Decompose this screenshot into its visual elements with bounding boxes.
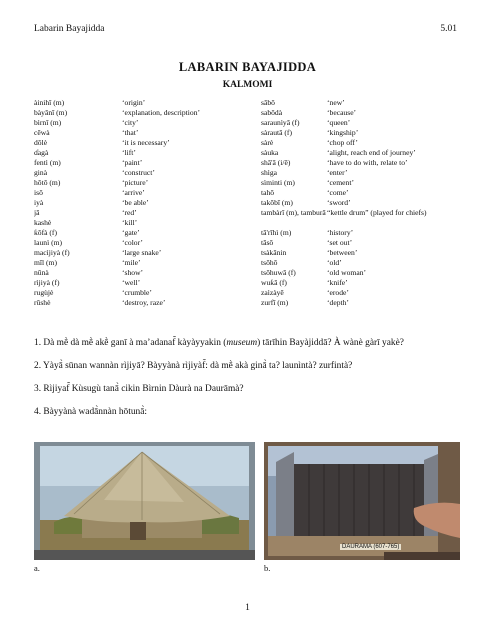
hausa-word: ɗagà <box>34 148 49 157</box>
english-gloss: ‘sword’ <box>327 198 351 207</box>
vocabulary-entry <box>34 168 234 178</box>
vocabulary-entry <box>34 178 234 188</box>
hausa-word: sàrautā (f) <box>261 128 292 137</box>
hausa-word: takōbī (m) <box>261 198 293 207</box>
vocabulary-entry <box>34 158 234 168</box>
page-title: LABARIN BAYAJIDDA <box>178 60 317 74</box>
hausa-word: zaìzàyē <box>261 288 284 297</box>
english-gloss: ‘alight, reach end of journey’ <box>327 148 416 157</box>
hausa-word: àinihī (m) <box>34 98 65 107</box>
english-gloss: ‘paint’ <box>122 158 143 167</box>
hausa-word: mīl (m) <box>34 258 57 267</box>
english-gloss: ‘have to do with, relate to’ <box>327 158 408 167</box>
hausa-word: tahō <box>261 188 275 197</box>
vocabulary-heading: KALMOMI <box>222 80 273 90</box>
vocabulary-entry <box>34 288 234 298</box>
gate-image <box>264 442 460 560</box>
hausa-word: tambàrī (m), tamburā <box>261 208 326 217</box>
hausa-word: sabōdà <box>261 108 283 117</box>
running-header-title: Labarin Bayajidda <box>34 24 105 34</box>
english-gloss: “kettle drum” (played for chiefs) <box>327 208 427 217</box>
english-gloss: ‘cement’ <box>327 178 354 187</box>
english-gloss: ‘kingship’ <box>327 128 359 137</box>
vocabulary-entry <box>34 128 234 138</box>
english-gloss: ‘set out’ <box>327 238 353 247</box>
hausa-word: jā <box>34 208 40 217</box>
hausa-word: fentì (m) <box>34 158 61 167</box>
vocabulary-entry <box>261 158 461 168</box>
vocabulary-entry <box>261 198 461 208</box>
english-gloss: ‘be able’ <box>122 198 149 207</box>
english-gloss: ‘that’ <box>122 128 139 137</box>
english-gloss: ‘gate’ <box>122 228 140 237</box>
vocabulary-entry <box>34 118 234 128</box>
hausa-word: dōlè <box>34 138 48 147</box>
english-gloss: ‘between’ <box>327 248 358 257</box>
hausa-word: zurfī (m) <box>261 298 289 307</box>
vocabulary-entry <box>261 108 461 118</box>
hausa-word: nūnà <box>34 268 49 277</box>
english-gloss: ‘crumble’ <box>122 288 152 297</box>
vocabulary-entry <box>261 278 461 288</box>
question-2: 2. Yàyā̀ sūnan wannàn rìjiyā? Bàyyànà rìjiyàf̃: dà mḕ akà ginā̀ ta? launìntà? zurfintà? <box>34 361 353 371</box>
question-list <box>34 338 474 430</box>
thatched-hut-photo <box>34 442 255 560</box>
hausa-word: iyà <box>34 198 44 207</box>
vocabulary-entry <box>34 248 234 258</box>
hausa-word: cēwà <box>34 128 50 137</box>
vocabulary-entry <box>261 298 461 308</box>
hausa-word: sìminti (m) <box>261 178 295 187</box>
vocabulary-entry <box>34 298 234 308</box>
english-gloss: ‘city’ <box>122 118 139 127</box>
english-gloss: ‘depth’ <box>327 298 349 307</box>
hausa-word: ƙōfà (f) <box>34 228 57 237</box>
vocabulary-entry <box>261 248 461 258</box>
vocabulary-entry <box>34 278 234 288</box>
vocabulary-list-left <box>34 98 234 308</box>
vocabulary-entry <box>261 138 461 148</box>
hausa-word: shìga <box>261 168 278 177</box>
vocabulary-list-right <box>261 98 461 308</box>
vocabulary-entry <box>34 188 234 198</box>
hausa-word: tsōhuwā (f) <box>261 268 296 277</box>
english-gloss: ‘knife’ <box>327 278 348 287</box>
hausa-word: shā'ā (i/ē) <box>261 158 291 167</box>
vocabulary-entry <box>34 218 234 228</box>
english-gloss: ‘kill’ <box>122 218 138 227</box>
vocabulary-entry <box>34 228 234 238</box>
vocabulary-entry <box>261 178 461 188</box>
hausa-word: sàrè <box>261 138 274 147</box>
english-gloss: ‘chop off’ <box>327 138 358 147</box>
english-gloss: ‘red’ <box>122 208 137 217</box>
vocabulary-entry <box>261 128 461 138</box>
question-3: 3. Rìjiyaf̃ Kùsugù tanā̀ cikin Bìrnin Dàurà na Daurāmà? <box>34 384 244 394</box>
english-gloss: ‘color’ <box>122 238 143 247</box>
hausa-word: bìrnī (m) <box>34 118 62 127</box>
question-1: 1. Dà mḕ dà mḕ akḕ ganī à ma’adanaf̃ kàyàyyakin (museum) tārīhin Bayàjiddā? À wànè gàrī yakè? <box>34 338 404 348</box>
hausa-word: sàuka <box>261 148 279 157</box>
hausa-word: tā'rīhì (m) <box>261 228 292 237</box>
hausa-word: kashè <box>34 218 52 227</box>
hausa-word: hōtō (m) <box>34 178 61 187</box>
english-gloss: ‘new’ <box>327 98 345 107</box>
hausa-word: bàyānī (m) <box>34 108 68 117</box>
vocabulary-entry <box>34 198 234 208</box>
english-gloss: ‘destroy, raze’ <box>122 298 166 307</box>
gate-photo <box>264 442 460 560</box>
english-gloss: ‘old’ <box>327 258 342 267</box>
vocabulary-entry <box>34 148 234 158</box>
hausa-word: ginà <box>34 168 48 177</box>
vocabulary-entry <box>34 208 234 218</box>
vocabulary-entry <box>261 228 461 238</box>
hausa-word: tsōhō <box>261 258 278 267</box>
hausa-word: saraunìyā (f) <box>261 118 300 127</box>
running-header-section: 5.01 <box>440 24 457 34</box>
hausa-word: rugùjè <box>34 288 54 297</box>
hausa-word: isō <box>34 188 43 197</box>
english-gloss: ‘well’ <box>122 278 141 287</box>
vocabulary-entry <box>261 98 461 108</box>
loanword-emphasis: museum <box>226 338 258 348</box>
vocabulary-entry <box>261 258 461 268</box>
english-gloss: ‘enter’ <box>327 168 348 177</box>
vocabulary-entry <box>34 258 234 268</box>
english-gloss: ‘large snake’ <box>122 248 162 257</box>
english-gloss: ‘it is necessary’ <box>122 138 170 147</box>
hausa-word: sābō <box>261 98 275 107</box>
english-gloss: ‘show’ <box>122 268 144 277</box>
hausa-word: rìjiyà (f) <box>34 278 60 287</box>
thatched-hut-image <box>34 442 255 560</box>
english-gloss: ‘mile’ <box>122 258 141 267</box>
english-gloss: ‘because’ <box>327 108 357 117</box>
english-gloss: ‘explanation, description’ <box>122 108 201 117</box>
question-4: 4. Bàyyànà wadā̀nnàn hōtunā̀: <box>34 407 147 417</box>
english-gloss: ‘lift’ <box>122 148 136 157</box>
english-gloss: ‘old woman’ <box>327 268 367 277</box>
vocabulary-entry <box>261 118 461 128</box>
vocabulary-entry <box>261 208 461 228</box>
english-gloss: ‘come’ <box>327 188 349 197</box>
vocabulary-entry <box>34 138 234 148</box>
english-gloss: ‘history’ <box>327 228 354 237</box>
hausa-word: rūshè <box>34 298 51 307</box>
english-gloss: ‘construct’ <box>122 168 155 177</box>
photo-caption-label: DAURAMA (607-765) <box>342 544 400 550</box>
vocabulary-entry <box>34 98 234 108</box>
english-gloss: ‘queen’ <box>327 118 351 127</box>
vocabulary-entry <box>261 268 461 278</box>
english-gloss: ‘erode’ <box>327 288 349 297</box>
vocabulary-entry <box>261 148 461 158</box>
vocabulary-entry <box>34 238 234 248</box>
vocabulary-entry <box>34 268 234 278</box>
photo-b-label: b. <box>264 563 271 573</box>
vocabulary-entry <box>261 168 461 178</box>
photo-a-label: a. <box>34 563 40 573</box>
vocabulary-entry <box>261 238 461 248</box>
vocabulary-entry <box>34 108 234 118</box>
english-gloss: ‘origin’ <box>122 98 146 107</box>
hausa-word: tsàkānin <box>261 248 287 257</box>
hausa-word: wuƙā (f) <box>261 278 287 287</box>
page-number: 1 <box>245 603 250 613</box>
hausa-word: macìjiyà (f) <box>34 248 70 257</box>
english-gloss: ‘arrive’ <box>122 188 145 197</box>
hausa-word: launì (m) <box>34 238 63 247</box>
english-gloss: ‘picture’ <box>122 178 149 187</box>
hausa-word: tāsō <box>261 238 274 247</box>
vocabulary-entry <box>261 288 461 298</box>
vocabulary-entry <box>261 188 461 198</box>
